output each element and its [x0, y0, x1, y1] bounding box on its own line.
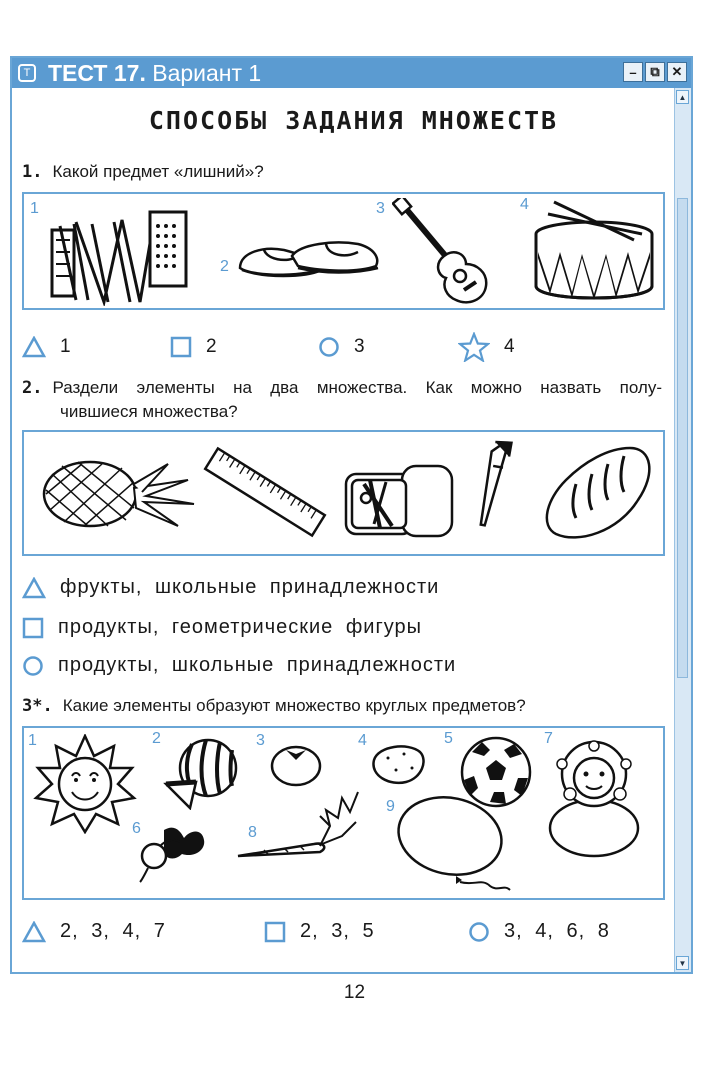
item-label-4: 4: [520, 196, 529, 213]
question-2-text-line-2: чившиеся множества?: [60, 402, 238, 421]
question-2-number: 2.: [22, 378, 43, 398]
scroll-down-button[interactable]: ▼: [676, 956, 689, 970]
question-3-number: 3*.: [22, 696, 53, 716]
restore-button[interactable]: ⧉: [645, 62, 665, 82]
triangle-icon: [22, 921, 46, 943]
accordion-icon: [42, 206, 192, 306]
item-label-2: 2: [152, 730, 161, 747]
q1-option-1[interactable]: [22, 336, 71, 358]
q3-option-2-label: 2, 3, 5: [300, 920, 375, 942]
sun-icon: [30, 734, 140, 834]
q2-option-2-label: продукты, геометрические фигуры: [58, 616, 423, 638]
item-label-5: 5: [444, 730, 453, 747]
minimize-button[interactable]: –: [623, 62, 643, 82]
page-title: СПОСОБЫ ЗАДАНИЯ МНОЖЕСТВ: [148, 106, 559, 135]
square-icon: [170, 336, 192, 358]
potato-icon: [364, 740, 428, 788]
square-icon: [264, 921, 286, 943]
question-2-line-1: [22, 376, 662, 400]
tomato-icon: [266, 738, 326, 788]
item-label-2: 2: [220, 258, 229, 275]
q1-option-2[interactable]: [170, 336, 217, 358]
q3-option-2[interactable]: [264, 920, 375, 943]
question-3-picture-box: [22, 726, 665, 900]
question-2: [22, 376, 662, 424]
variant-label: Вариант 1: [152, 59, 262, 86]
star-icon: [458, 332, 490, 362]
test-window: [10, 56, 693, 974]
triangle-icon: [22, 577, 46, 599]
scroll-thumb[interactable]: [677, 198, 688, 678]
item-label-3: 3: [376, 200, 385, 217]
q3-option-3-label: 3, 4, 6, 8: [504, 920, 610, 942]
item-label-9: 9: [386, 798, 395, 815]
circle-icon: [468, 921, 490, 943]
q2-option-3-label: продукты, школьные принадлежности: [58, 654, 457, 676]
window-title: [48, 60, 261, 87]
circle-icon: [22, 655, 44, 677]
window-icon: Т: [18, 64, 36, 82]
circle-icon: [318, 336, 340, 358]
q2-option-2[interactable]: [22, 616, 422, 639]
q2-option-1[interactable]: [22, 576, 439, 599]
roly-poly-doll-icon: [544, 734, 644, 858]
carrot-icon: [234, 786, 364, 862]
item-label-4: 4: [358, 732, 367, 749]
item-label-8: 8: [248, 824, 257, 841]
item-label-1: 1: [28, 732, 37, 749]
q1-option-1-label: 1: [60, 336, 71, 357]
vertical-scrollbar[interactable]: [674, 88, 691, 972]
item-label-3: 3: [256, 732, 265, 749]
question-3-text: Какие элементы образуют множество круглых предметов?: [62, 696, 526, 715]
q1-option-4[interactable]: [458, 332, 515, 362]
pencil-case-icon: [340, 454, 460, 544]
page-number: 12: [343, 982, 366, 1003]
q3-option-1-label: 2, 3, 4, 7: [60, 920, 166, 942]
question-3: [22, 696, 526, 716]
pen-icon: [470, 436, 530, 532]
ruler-icon: [202, 440, 328, 544]
q1-option-3[interactable]: [318, 336, 365, 358]
drum-icon: [524, 198, 664, 306]
question-1-picture-box: [22, 192, 665, 310]
beetroot-icon: [134, 820, 210, 884]
window-controls: [623, 62, 687, 82]
close-button[interactable]: ✕: [667, 62, 687, 82]
item-label-6: 6: [132, 820, 141, 837]
question-2-text-line-1: Раздели элементы на два множества. Как можно назвать полу-: [52, 378, 662, 397]
square-icon: [22, 617, 44, 639]
question-2-picture-box: [22, 430, 665, 556]
pineapple-icon: [38, 454, 198, 534]
q1-option-4-label: 4: [504, 336, 515, 357]
q2-option-3[interactable]: [22, 654, 456, 677]
item-label-1: 1: [30, 200, 39, 217]
scroll-up-button[interactable]: ▲: [676, 90, 689, 104]
slippers-icon: [234, 234, 384, 284]
bread-loaf-icon: [538, 440, 658, 546]
question-1-number: 1.: [22, 162, 43, 182]
q2-option-1-label: фрукты, школьные принадлежности: [60, 576, 440, 598]
question-1: [22, 162, 264, 182]
guitar-icon: [392, 198, 502, 308]
triangle-icon: [22, 336, 46, 358]
q3-option-1[interactable]: [22, 920, 166, 943]
q1-option-2-label: 2: [206, 336, 217, 357]
question-1-text: Какой предмет «лишний»?: [52, 162, 264, 181]
q1-option-3-label: 3: [354, 336, 365, 357]
watermelon-icon: [162, 736, 242, 810]
item-label-7: 7: [544, 730, 553, 747]
test-number: ТЕСТ 17.: [48, 59, 146, 86]
title-bar: [12, 58, 691, 88]
balloon-icon: [390, 794, 520, 898]
q3-option-3[interactable]: [468, 920, 610, 943]
